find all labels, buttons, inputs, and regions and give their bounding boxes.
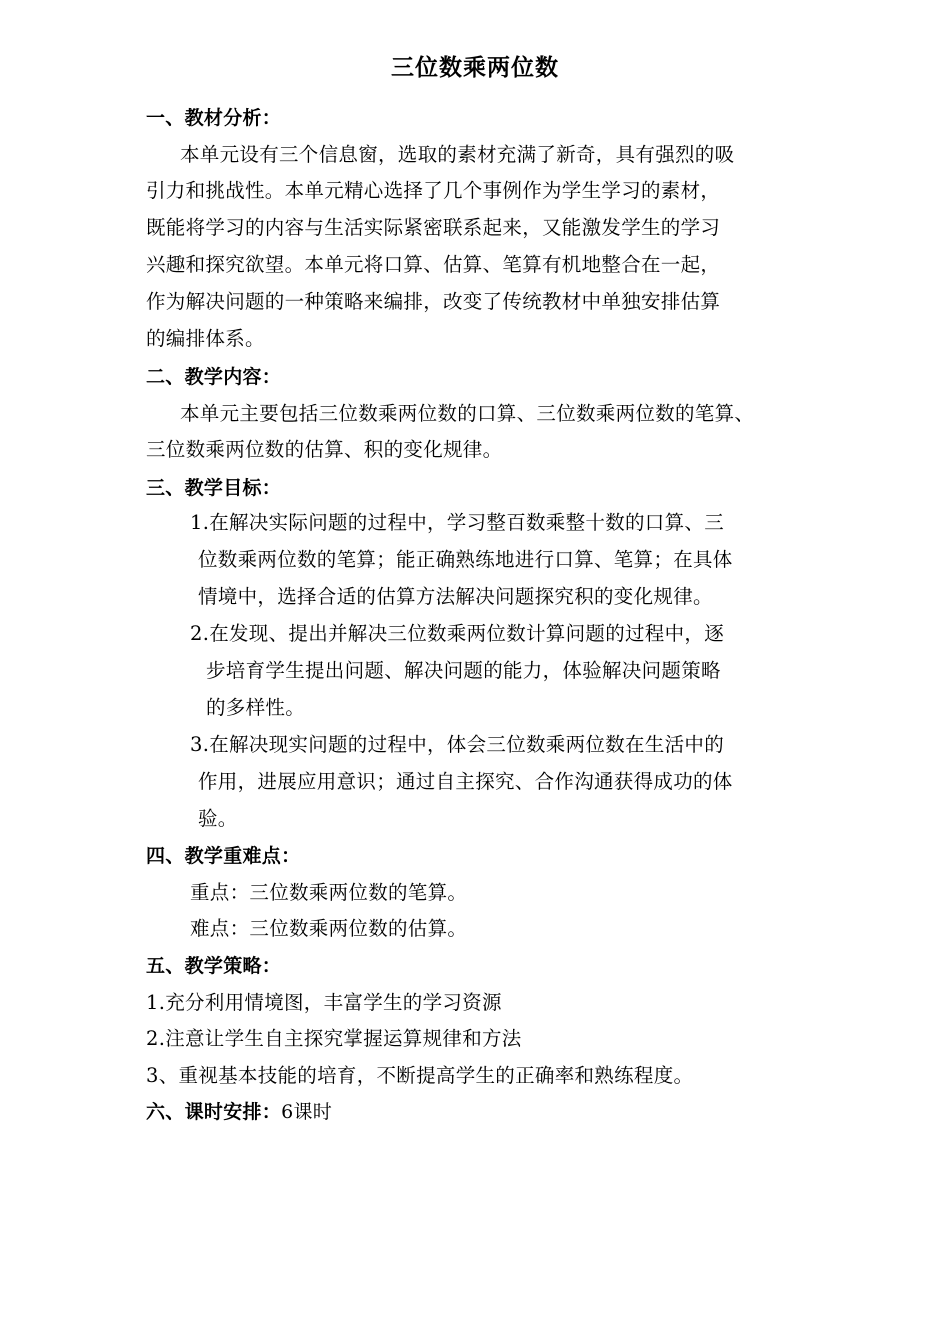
paragraph-line: 引力和挑战性。本单元精心选择了几个事例作为学生学习的素材， (146, 179, 721, 202)
schedule-value: 6课时 (281, 1101, 333, 1123)
goal-item-line: 情境中，选择合适的估算方法解决问题探究积的变化规律。 (198, 585, 713, 608)
key-point-line: 重点：三位数乘两位数的笔算。 (190, 881, 468, 904)
goal-item-line: 的多样性。 (206, 696, 306, 719)
strategy-line: 2.注意让学生自主探究掌握运算规律和方法 (146, 1027, 522, 1050)
paragraph-line: 兴趣和探究欲望。本单元将口算、估算、笔算有机地整合在一起， (146, 253, 721, 276)
section-heading-content: 二、教学内容： (146, 366, 282, 388)
goal-item-line: 2.在发现、提出并解决三位数乘两位数计算问题的过程中，逐 (190, 622, 725, 645)
section-heading-goals: 三、教学目标： (146, 477, 282, 499)
strategy-line: 1.充分利用情境图，丰富学生的学习资源 (146, 991, 502, 1014)
goal-item-line: 位数乘两位数的笔算；能正确熟练地进行口算、笔算；在具体 (198, 548, 733, 571)
difficulty-line: 难点：三位数乘两位数的估算。 (190, 917, 468, 940)
strategy-line: 3、重视基本技能的培育，不断提高学生的正确率和熟练程度。 (146, 1064, 694, 1087)
paragraph-line: 作为解决问题的一种策略来编排，改变了传统教材中单独安排估算 (146, 290, 721, 313)
goal-item-line: 1.在解决实际问题的过程中，学习整百数乘整十数的口算、三 (190, 511, 725, 534)
paragraph-line: 本单元设有三个信息窗，选取的素材充满了新奇，具有强烈的吸 (180, 143, 735, 166)
paragraph-line: 本单元主要包括三位数乘两位数的口算、三位数乘两位数的笔算、 (180, 402, 755, 425)
goal-item-line: 验。 (198, 807, 238, 830)
paragraph-line: 既能将学习的内容与生活实际紧密联系起来，又能激发学生的学习 (146, 216, 721, 239)
section-heading-strategy: 五、教学策略： (146, 955, 282, 977)
goal-item-line: 步培育学生提出问题、解决问题的能力，体验解决问题策略 (206, 659, 721, 682)
section-heading-schedule (146, 1097, 332, 1127)
paragraph-line: 的编排体系。 (146, 327, 265, 350)
goal-item-line: 作用，进展应用意识；通过自主探究、合作沟通获得成功的体 (198, 770, 733, 793)
section-heading-key-points: 四、教学重难点： (146, 845, 301, 867)
paragraph-line: 三位数乘两位数的估算、积的变化规律。 (146, 438, 503, 461)
schedule-heading-label: 六、课时安排： (146, 1101, 282, 1123)
document-title: 三位数乘两位数 (391, 55, 559, 81)
goal-item-line: 3.在解决现实问题的过程中，体会三位数乘两位数在生活中的 (190, 733, 725, 756)
section-heading-analysis: 一、教材分析： (146, 107, 282, 129)
